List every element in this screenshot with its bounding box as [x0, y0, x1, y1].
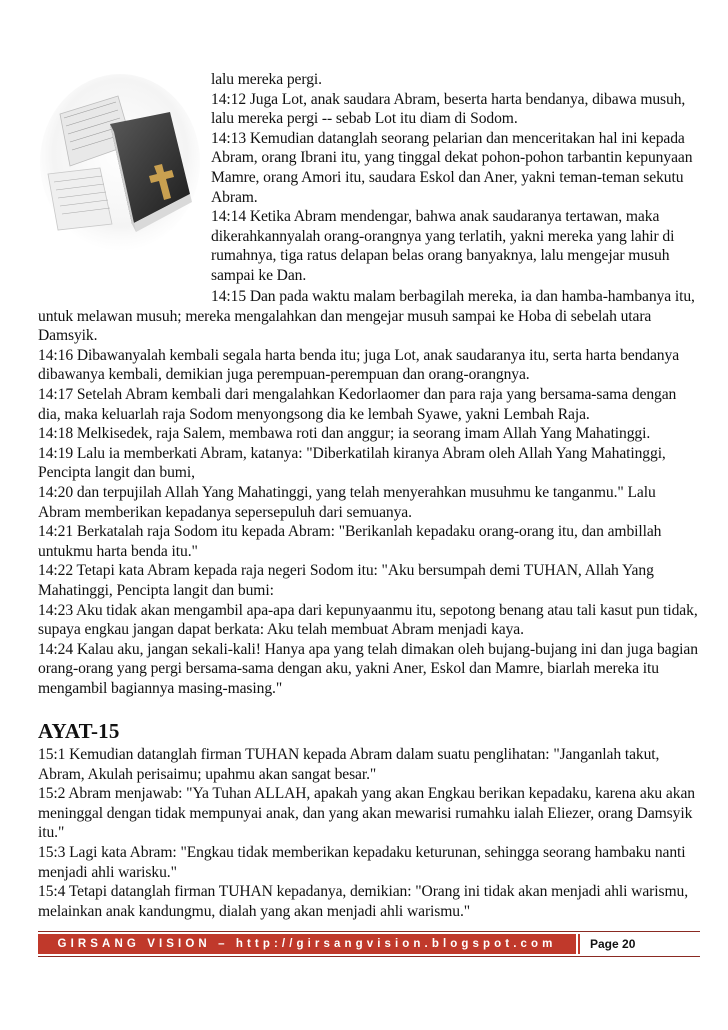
footer-banner: [38, 934, 576, 954]
verse-paragraph: 14:22 Tetapi kata Abram kepada raja negeri Sodom itu: "Aku bersumpah demi TUHAN, Allah Yang Mahatinggi, Pencipta langit dan bumi:: [38, 562, 654, 599]
footer-separator: [578, 934, 580, 954]
footer-divider: [38, 956, 700, 957]
page-number: Page 20: [590, 937, 636, 951]
open-bible-image: [40, 74, 200, 254]
verse-paragraph: 14:12 Juga Lot, anak saudara Abram, beserta harta bendanya, dibawa musuh, lalu mereka pergi -- sebab Lot itu diam di Sodom.: [211, 90, 686, 128]
top-text-block: [211, 70, 703, 286]
verse-paragraph: 15:2 Abram menjawab: "Ya Tuhan ALLAH, apakah yang akan Engkau berikan kepadaku, karena aku akan meninggal dengan tidak mempunyai anak, dan yang akan mewarisi rumahku ialah Eliezer, orang Damsyik itu.": [38, 785, 695, 842]
verse-paragraph: 14:20 dan terpujilah Allah Yang Mahatinggi, yang telah menyerahkan musuhmu ke tanganmu." Lalu Abram memberikan kepadanya sepersepuluh dari semuanya.: [38, 483, 656, 521]
verse-paragraph: 14:19 Lalu ia memberkati Abram, katanya: "Diberkatilah kiranya Abram oleh Allah Yang Mahatinggi, Pencipta langit dan bumi,: [38, 444, 666, 482]
verse-paragraph: 14:24 Kalau aku, jangan sekali-kali! Hanya apa yang telah dimakan oleh bujang-bujang ini dan juga bagian orang-orang yang pergi bersama-sama dengan aku, yakni Aner, Eskol dan Mamre, biarlah mereka itu mengambil bagiannya masing-masing.": [38, 640, 698, 697]
verse-paragraph: 14:21 Berkatalah raja Sodom itu kepada Abram: "Berikanlah kepadaku orang-orang itu, dan ambillah untukmu harta benda itu.": [38, 523, 662, 560]
verse-paragraph: 14:18 Melkisedek, raja Salem, membawa roti dan anggur; ia seorang imam Allah Yang Mahatinggi.: [38, 425, 651, 443]
verse-paragraph: lalu mereka pergi.: [211, 71, 322, 88]
footer-divider: [38, 931, 700, 932]
verse-paragraph: 14:16 Dibawanyalah kembali segala harta benda itu; juga Lot, anak saudaranya itu, serta harta bendanya dibawanya kembali, demikian juga perempuan-perempuan dan orang-orangnya.: [38, 346, 680, 384]
verse-paragraph: 15:3 Lagi kata Abram: "Engkau tidak memberikan kepadaku keturunan, sehingga seorang hambaku nanti menjadi ahli warisku.": [38, 843, 686, 881]
verse-paragraph: 14:15 Dan pada waktu malam berbagilah mereka, ia dan hamba-hambanya itu, untuk melawan musuh; mereka mengalahkan dan mengejar musuh sampai ke Hoba di sebelah utara Damsyik.: [38, 288, 695, 345]
ayat-text-block: [38, 745, 700, 921]
footer-site-text: GIRSANG VISION – http://girsangvision.blogspot.com: [57, 938, 557, 950]
verse-paragraph: 14:17 Setelah Abram kembali dari mengalahkan Kedorlaomer dan para raja yang bersama-sama dengan dia, maka keluarlah raja Sodom menyongsong dia ke lembah Syawe, yakni Lembah Raja.: [38, 385, 677, 423]
verse-paragraph: 15:1 Kemudian datanglah firman TUHAN kepada Abram dalam suatu penglihatan: "Janganlah takut, Abram, Akulah perisaimu; upahmu akan sangat besar.": [38, 746, 660, 783]
verse-paragraph: 14:14 Ketika Abram mendengar, bahwa anak saudaranya tertawan, maka dikerahkannyalah orang-orangnya yang terlatih, yakni mereka yang lahir di rumahnya, tiga ratus delapan belas orang banyaknya, lalu mengejar musuh sampai ke Dan.: [211, 208, 675, 284]
main-text-block: [38, 287, 700, 698]
verse-paragraph: 15:4 Tetapi datanglah firman TUHAN kepadanya, demikian: "Orang ini tidak akan menjadi ahli warismu, melainkan anak kandungmu, dialah yang akan menjadi ahli warismu.": [38, 883, 688, 920]
verse-paragraph: 14:13 Kemudian datanglah seorang pelarian dan menceritakan hal ini kepada Abram, orang Ibrani itu, yang tinggal dekat pohon-pohon tarbantin kepunyaan Mamre, orang Amori itu, saudara Eskol dan Aner, yakni teman-teman sekutu Abram.: [211, 129, 693, 206]
section-heading: AYAT-15: [38, 719, 120, 743]
verse-paragraph: 14:23 Aku tidak akan mengambil apa-apa dari kepunyaanmu itu, sepotong benang atau tali kasut pun tidak, supaya engkau jangan dapat berkata: Aku telah membuat Abram menjadi kaya.: [38, 601, 698, 639]
